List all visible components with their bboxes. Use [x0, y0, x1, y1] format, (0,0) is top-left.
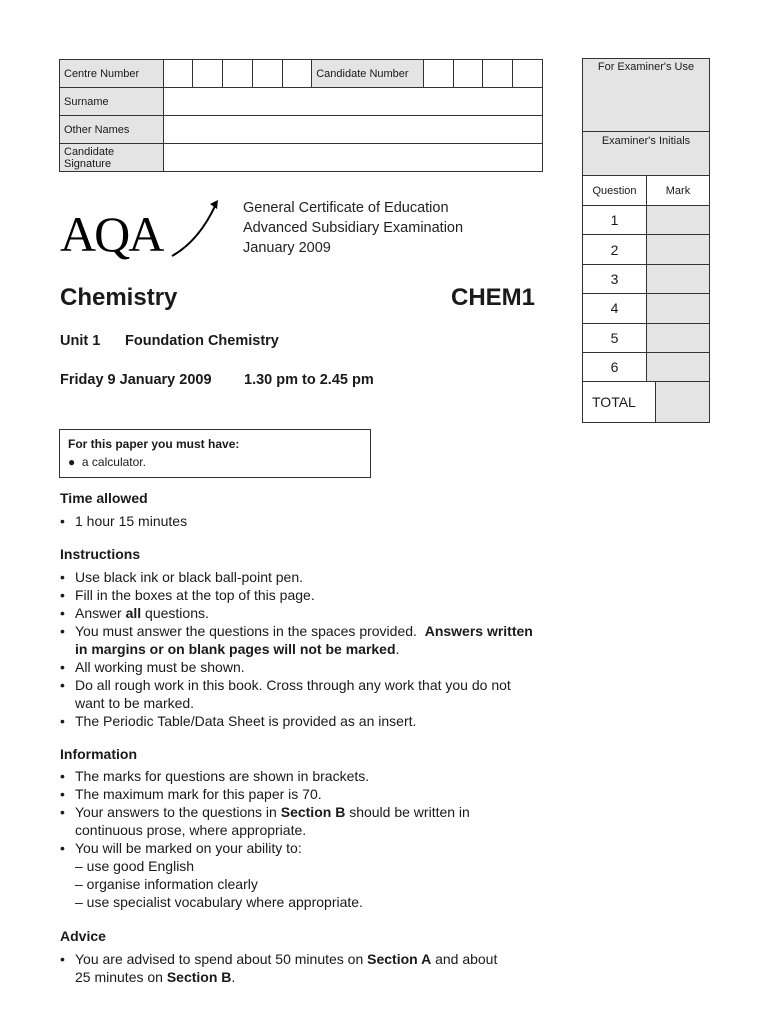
text: continuous prose, where appropriate.: [75, 822, 307, 838]
mark-cell[interactable]: [647, 294, 709, 322]
list-item: • Use black ink or black ball-point pen.: [60, 568, 560, 586]
list-item: [60, 676, 560, 712]
time-allowed-title: Time allowed: [60, 490, 148, 506]
total-mark-cell[interactable]: [656, 382, 709, 422]
centre-number-label: Centre Number: [60, 60, 164, 88]
qualification-line-1: General Certificate of Education: [243, 200, 449, 216]
text: Do all rough work in this book. Cross through any work that you do not: [75, 677, 511, 693]
surname-field[interactable]: [163, 88, 542, 116]
surname-label: Surname: [60, 88, 164, 116]
centre-number-box[interactable]: [252, 60, 282, 88]
list-item: [60, 803, 560, 839]
surname-row: [60, 88, 543, 116]
total-label: TOTAL: [583, 382, 656, 422]
mark-cell[interactable]: [647, 265, 709, 293]
mark-cell[interactable]: [647, 324, 709, 352]
text: .: [231, 969, 236, 985]
text: – use specialist vocabulary where appropriate.: [75, 894, 363, 910]
other-names-label: Other Names: [60, 116, 164, 144]
information-title: Information: [60, 746, 137, 762]
question-row: [583, 265, 709, 294]
question-column-label: Question: [583, 176, 647, 205]
examiner-initials-label: Examiner's Initials: [583, 132, 709, 176]
examiner-use-box: [582, 58, 710, 423]
list-item: [60, 839, 560, 911]
unit-number: Unit 1: [60, 333, 101, 349]
mark-cell[interactable]: [647, 353, 709, 381]
question-row: [583, 235, 709, 264]
bullet-icon: ●: [68, 455, 76, 469]
paper-code: CHEM1: [451, 284, 536, 311]
logo-swoosh-icon: [172, 204, 216, 256]
signature-label: Candidate Signature: [60, 144, 164, 172]
text: You are advised to spend about 50 minutes on: [75, 951, 368, 967]
text-bold: Section A: [367, 951, 432, 967]
question-row: [583, 206, 709, 235]
text: want to be marked.: [75, 695, 195, 711]
candidate-number-label: Candidate Number: [312, 60, 424, 88]
examiner-header-row: [583, 176, 709, 206]
candidate-number-box[interactable]: [513, 60, 543, 88]
text: You will be marked on your ability to:: [75, 840, 302, 856]
time-allowed-list: [60, 512, 560, 530]
text: questions.: [141, 605, 209, 621]
mark-column-label: Mark: [647, 176, 709, 205]
mark-cell[interactable]: [647, 206, 709, 234]
list-item: • The maximum mark for this paper is 70.: [60, 785, 560, 803]
aqa-logo: [60, 198, 225, 260]
centre-number-box[interactable]: [223, 60, 253, 88]
centre-number-box[interactable]: [193, 60, 223, 88]
list-item: • The Periodic Table/Data Sheet is provided as an insert.: [60, 712, 560, 730]
text-bold: in margins or on blank pages will not be marked: [75, 641, 396, 657]
signature-field[interactable]: [163, 144, 542, 172]
text: and about: [431, 951, 498, 967]
text: – organise information clearly: [75, 876, 258, 892]
question-number: 6: [583, 353, 647, 381]
question-number: 4: [583, 294, 647, 322]
question-number: 3: [583, 265, 647, 293]
question-row: [583, 294, 709, 323]
materials-item-text: a calculator.: [81, 455, 146, 469]
advice-title: Advice: [60, 928, 106, 944]
text: 25 minutes on: [75, 969, 167, 985]
candidate-details-table: [59, 59, 543, 172]
instructions-title: Instructions: [60, 546, 141, 562]
examiner-use-label: For Examiner's Use: [583, 59, 709, 132]
question-number: 2: [583, 235, 647, 263]
other-names-row: [60, 116, 543, 144]
candidate-number-box[interactable]: [453, 60, 483, 88]
signature-row: [60, 144, 543, 172]
qualification-line-2: Advanced Subsidiary Examination: [243, 220, 464, 236]
text-bold: all: [125, 605, 142, 621]
text: Your answers to the questions in: [75, 804, 281, 820]
centre-number-box[interactable]: [282, 60, 312, 88]
text-bold: Section B: [166, 969, 232, 985]
advice-list: [60, 950, 560, 986]
question-row: [583, 324, 709, 353]
materials-item: [68, 455, 370, 469]
list-item: • 1 hour 15 minutes: [60, 512, 560, 530]
mark-cell[interactable]: [647, 235, 709, 263]
text: .: [395, 641, 400, 657]
text: should be written in: [345, 804, 470, 820]
list-item: • Fill in the boxes at the top of this page.: [60, 586, 560, 604]
materials-title: For this paper you must have:: [68, 437, 240, 451]
question-row: [583, 353, 709, 382]
information-list: [60, 767, 560, 911]
list-item: [60, 622, 560, 658]
materials-box: [59, 429, 371, 478]
exam-date: Friday 9 January 2009: [60, 372, 212, 388]
instructions-list: [60, 568, 560, 730]
qualification-line-3: January 2009: [243, 240, 331, 256]
total-row: [583, 382, 709, 422]
list-item: • All working must be shown.: [60, 658, 560, 676]
subject-title: Chemistry: [60, 284, 178, 311]
list-item: [60, 604, 560, 622]
text: Answer: [75, 605, 126, 621]
centre-number-box[interactable]: [163, 60, 193, 88]
list-item: [60, 950, 560, 986]
unit-name: Foundation Chemistry: [125, 333, 279, 349]
other-names-field[interactable]: [163, 116, 542, 144]
exam-time: 1.30 pm to 2.45 pm: [244, 372, 374, 388]
text-bold: Section B: [280, 804, 346, 820]
list-item: • The marks for questions are shown in brackets.: [60, 767, 560, 785]
question-number: 1: [583, 206, 647, 234]
candidate-number-box[interactable]: [424, 60, 454, 88]
centre-candidate-number-row: [60, 60, 543, 88]
candidate-number-box[interactable]: [483, 60, 513, 88]
question-number: 5: [583, 324, 647, 352]
aqa-logo-text: AQA: [60, 206, 163, 260]
text-bold: Answers written: [424, 623, 533, 639]
text: You must answer the questions in the spaces provided.: [75, 623, 425, 639]
text: – use good English: [75, 858, 195, 874]
